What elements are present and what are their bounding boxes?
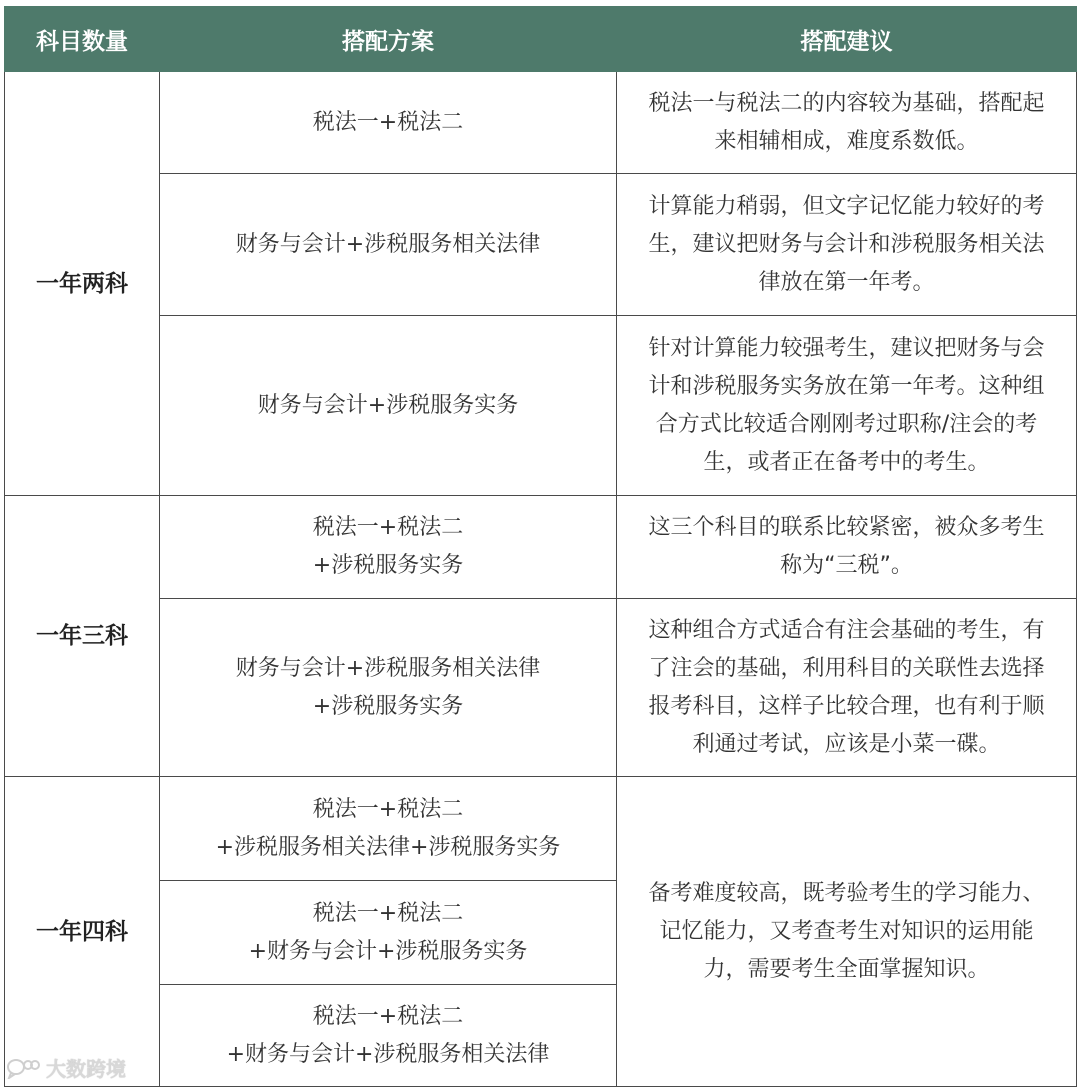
group-label-three-subjects: 一年三科 [5, 496, 160, 777]
plan-line: +财务与会计+涉税服务实务 [248, 938, 528, 964]
advice-line: 力，需要考生全面掌握知识。 [703, 956, 990, 982]
watermark [6, 1053, 126, 1082]
plan-cell [160, 316, 617, 496]
plan-line: 税法一+税法二 [312, 109, 464, 135]
plan-cell [160, 599, 617, 777]
plan-cell [160, 985, 617, 1087]
header-subject-count: 科目数量 [5, 7, 160, 72]
plan-line: +涉税服务实务 [312, 553, 464, 578]
plan-cell [160, 881, 617, 985]
advice-line: 了注会的基础，利用科目的关联性去选择 [648, 655, 1045, 681]
header-combination-plan: 搭配方案 [160, 7, 617, 72]
advice-line: 律放在第一年考。 [758, 269, 935, 295]
advice-line: 这三个科目的联系比较紧密，被众多考生 [648, 515, 1045, 540]
table-row [5, 777, 1077, 881]
advice-cell [617, 174, 1077, 316]
advice-cell-four-subjects [617, 777, 1077, 1087]
subject-combination-table [4, 6, 1077, 1087]
group-label-two-subjects: 一年两科 [5, 72, 160, 496]
plan-line: 税法一+税法二 [312, 515, 464, 540]
advice-line: 记忆能力，又考查考生对知识的运用能 [659, 918, 1034, 944]
advice-line: 备考难度较高，既考验考生的学习能力、 [648, 880, 1045, 906]
plan-cell [160, 174, 617, 316]
advice-line: 税法一与税法二的内容较为基础，搭配起 [648, 90, 1045, 116]
advice-line: 计算能力稍弱，但文字记忆能力较好的考 [648, 193, 1045, 219]
table-row [5, 496, 1077, 599]
plan-cell [160, 72, 617, 174]
plan-line: +财务与会计+涉税服务相关法律 [226, 1041, 550, 1067]
advice-line: 利通过考试，应该是小菜一碟。 [692, 731, 1001, 757]
advice-line: 来相辅相成，难度系数低。 [714, 128, 979, 154]
chat-bubble-icon [6, 1057, 40, 1079]
plan-line: 财务与会计+涉税服务相关法律 [235, 655, 541, 681]
header-row [5, 7, 1077, 72]
advice-line: 生，建议把财务与会计和涉税服务相关法 [648, 231, 1045, 257]
plan-line: 财务与会计+涉税服务实务 [257, 392, 519, 418]
plan-line: 税法一+税法二 [312, 1003, 464, 1029]
advice-cell [617, 599, 1077, 777]
plan-line: 财务与会计+涉税服务相关法律 [235, 231, 541, 257]
table-row [5, 174, 1077, 316]
advice-line: 生，或者正在备考中的考生。 [703, 449, 990, 475]
table-row [5, 599, 1077, 777]
advice-line: 这种组合方式适合有注会基础的考生，有 [648, 617, 1045, 643]
table-row [5, 72, 1077, 174]
table-row [5, 316, 1077, 496]
plan-line: +涉税服务相关法律+涉税服务实务 [215, 834, 561, 860]
advice-line: 计和涉税服务实务放在第一年考。这种组 [648, 373, 1045, 399]
plan-line: 税法一+税法二 [312, 900, 464, 926]
plan-cell [160, 777, 617, 881]
advice-line: 针对计算能力较强考生，建议把财务与会 [648, 335, 1045, 361]
advice-line: 称为“三税”。 [780, 553, 913, 578]
advice-line: 合方式比较适合刚刚考过职称/注会的考 [655, 411, 1038, 437]
plan-line: 税法一+税法二 [312, 796, 464, 822]
advice-cell [617, 496, 1077, 599]
plan-cell [160, 496, 617, 599]
header-combination-advice: 搭配建议 [617, 7, 1077, 72]
advice-cell [617, 316, 1077, 496]
advice-line: 报考科目，这样子比较合理，也有利于顺 [648, 693, 1045, 719]
plan-line: +涉税服务实务 [312, 693, 464, 719]
group-label-four-subjects: 一年四科 [5, 777, 160, 1087]
advice-cell [617, 72, 1077, 174]
watermark-text: 大数跨境 [46, 1057, 126, 1081]
